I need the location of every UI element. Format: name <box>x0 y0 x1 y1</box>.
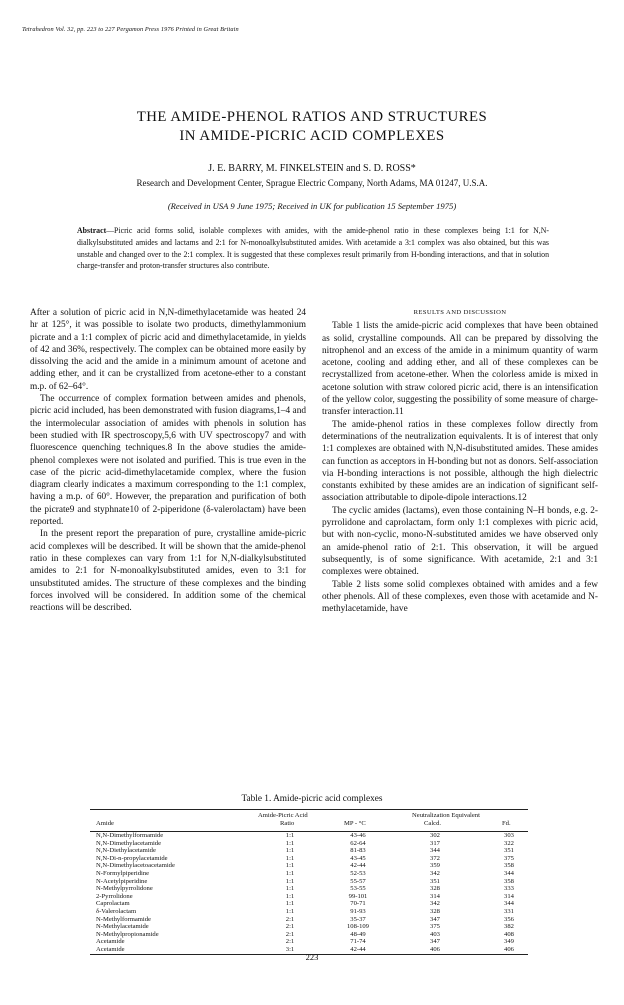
cell-calcd: 317 <box>430 839 440 847</box>
table-row <box>90 931 528 939</box>
cell-amide: N-Formylpiperidine <box>96 869 150 877</box>
header-amide: Amide <box>96 820 114 827</box>
cell-mp: 52-53 <box>350 869 366 877</box>
cell-ratio: 1:1 <box>285 892 295 900</box>
cell-ratio: 3:1 <box>285 945 295 953</box>
cell-ratio: 1:1 <box>285 862 295 870</box>
title-line-2: IN AMIDE-PICRIC ACID COMPLEXES <box>179 128 445 144</box>
cell-calcd: 372 <box>430 854 440 862</box>
cell-mp: 91-93 <box>350 907 366 915</box>
table-body <box>90 832 528 954</box>
cell-mp: 43-45 <box>350 854 366 862</box>
cell-mp: 81-83 <box>350 847 366 855</box>
cell-fd: 406 <box>504 945 514 953</box>
cell-calcd: 406 <box>430 945 440 953</box>
cell-mp: 71-74 <box>350 938 366 946</box>
paragraph: The occurrence of complex formation between amides and phenols, picric acid included, has been demonstrated with fusion diagrams,1–4 and the intermolecular association of amides with phenols in solution has been studied with IR spectroscopy,5,6 with UV spectroscopy7 and with fluorescence quenching techniques.8 In the above studies the amide-phenol complexes were not isolated and purified. This is true even in the case of the picric acid-dimethylacetamide complex, where the fusion diagram clearly indicates a maximum corresponding to the 1:1 complex, having a m.p. of 60°. However, the preparation and purification of both the picrate9 and styphnate10 of 2-piperidone (δ-valerolactam) have been reported. <box>30 394 306 528</box>
cell-ratio: 1:1 <box>285 869 295 877</box>
abstract-label: Abstract <box>77 226 107 235</box>
cell-amide: Caprolactam <box>96 900 130 908</box>
cell-ratio: 2:1 <box>285 915 295 923</box>
header-calcd: Calcd. <box>424 820 442 827</box>
cell-calcd: 314 <box>430 892 440 900</box>
abstract-text: —Picric acid forms solid, isolable complexes with amides, with the amide-phenol ratio in these complexes being 1:1 for N,N-dialkylsubstituted amides and lactams and 2:1 for N-monoalkylsubstituted amides. With acetamide a 3:1 complex was also obtained, but this was unstable and changed over to the 2:1 complex. It is suggested that these complexes result primarily from H-bonding interactions, and that in solution charge-transfer and proton-transfer structures also contribute. <box>77 226 549 271</box>
cell-amide: N-Methylpropionamide <box>96 930 159 938</box>
cell-amide: N,N-Di-n-propylacetamide <box>96 854 168 862</box>
title-line-1: THE AMIDE-PHENOL RATIOS AND STRUCTURES <box>136 109 488 125</box>
cell-amide: N-Methylformamide <box>96 915 151 923</box>
table-row <box>90 916 528 924</box>
table-header <box>90 810 528 831</box>
cell-mp: 55-57 <box>350 877 366 885</box>
paragraph: In the present report the preparation of pure, crystalline amide-picric acid complexes will be described. It will be shown that the amide-phenol ratio in these complexes can vary from 1:1 for N,N-dialkylsubstituted amides to 2:1 for N-monoalkylsubstituted amides, even to 3:1 for unsubstituted amides. The structure of these complexes and the binding forces involved will be considered. In addition some of the chemical reactions will be described. <box>30 529 306 614</box>
cell-mp: 35-37 <box>350 915 366 923</box>
cell-mp: 53-55 <box>350 885 366 893</box>
table-row <box>90 870 528 878</box>
cell-ratio: 1:1 <box>285 832 295 839</box>
paragraph: The cyclic amides (lactams), even those containing N–H bonds, e.g. 2-pyrrolidone and caprolactam, form only 1:1 complexes with picric acid, but with non-cyclic, mono-N-substituted amides we have observed only an amide-phenol ratio of 2:1. This observation, it will be argued subsequently, is of some significance. With acetamide, 2:1 and 3:1 complexes were obtained. <box>322 505 598 578</box>
cell-fd: 322 <box>504 839 514 847</box>
cell-fd: 344 <box>504 869 514 877</box>
cell-calcd: 347 <box>430 938 440 946</box>
cell-fd: 382 <box>504 923 514 931</box>
paragraph: The amide-phenol ratios in these complexes follow directly from determinations of the neutralization equivalents. It is of interest that only 1:1 complexes are obtained with N,N-disubstituted amides. These amides can function as acceptors in H-bonding but not as donors. Self-association via H-bonding interactions is not possible, although the high dielectric constants exhibited by these amides are an indication of significant self-association attributable to dipole-dipole interactions.12 <box>322 419 599 504</box>
cell-ratio: 2:1 <box>285 923 295 931</box>
cell-amide: 2-Pyrrolidone <box>96 892 133 900</box>
cell-mp: 48-49 <box>350 930 366 938</box>
data-table <box>90 809 528 955</box>
affiliation: Research and Development Center, Sprague Electric Company, North Adams, MA 01247, U.S.A. <box>136 178 488 188</box>
cell-fd: 314 <box>504 892 514 900</box>
cell-ratio: 1:1 <box>285 885 295 893</box>
table-row <box>90 908 528 916</box>
page-number: 223 <box>305 952 319 962</box>
cell-fd: 303 <box>504 832 514 839</box>
cell-fd: 375 <box>504 854 514 862</box>
cell-fd: 356 <box>504 915 514 923</box>
cell-amide: N,N-Dimethylacetamide <box>96 839 161 847</box>
cell-mp: 70-71 <box>350 900 366 908</box>
header-neutralization: Neutralization Equivalent <box>412 812 480 819</box>
cell-mp: 62-64 <box>350 839 366 847</box>
cell-calcd: 342 <box>430 869 440 877</box>
received-dates: (Received in USA 9 June 1975; Received in UK for publication 15 September 1975) <box>167 201 457 211</box>
paragraph: Table 1 lists the amide-picric acid complexes that have been obtained as solid, crystalline compounds. All can be prepared by dissolving the nitrophenol and an excess of the amide in a minimum quantity of warm acetone, cooling and adding ether, and all of these complexes can be recrystallized from acetone-ether. When the colorless amide is mixed in acetone solution with straw colored picric acid, there is an intensification of the yellow color, suggesting the possibility of some measure of charge-transfer interaction.11 <box>322 321 598 418</box>
table-row <box>90 923 528 931</box>
table-row <box>90 938 528 946</box>
cell-amide: N-Acetylpiperidine <box>96 877 148 885</box>
cell-calcd: 302 <box>430 832 440 839</box>
cell-mp: 99-101 <box>348 892 368 900</box>
table-row <box>90 832 528 840</box>
cell-mp: 43-46 <box>350 832 366 839</box>
cell-fd: 358 <box>504 862 514 870</box>
cell-calcd: 328 <box>430 907 440 915</box>
cell-fd: 333 <box>504 885 514 893</box>
table-caption: Table 1. Amide-picric acid complexes <box>241 794 383 804</box>
cell-ratio: 1:1 <box>285 900 295 908</box>
cell-ratio: 1:1 <box>285 907 295 915</box>
cell-amide: Acetamide <box>96 938 125 946</box>
cell-calcd: 344 <box>430 847 440 855</box>
cell-fd: 408 <box>504 930 514 938</box>
cell-ratio: 1:1 <box>285 847 295 855</box>
authors: J. E. BARRY, M. FINKELSTEIN and S. D. ROSS* <box>208 163 416 174</box>
left-column <box>30 307 306 614</box>
cell-fd: 358 <box>504 877 514 885</box>
cell-calcd: 403 <box>430 930 440 938</box>
cell-amide: N,N-Diethylacetamide <box>96 847 156 855</box>
table-row <box>90 900 528 908</box>
cell-amide: N-Methylacetamide <box>96 923 149 931</box>
cell-fd: 331 <box>504 907 514 915</box>
cell-mp: 108-109 <box>347 923 369 931</box>
cell-amide: N,N-Dimethylformamide <box>96 832 164 839</box>
header-mp: MP - °C <box>344 820 366 827</box>
abstract <box>77 225 549 272</box>
cell-amide: Acetamide <box>96 945 125 953</box>
table-row <box>90 840 528 848</box>
table-row <box>90 847 528 855</box>
header-ratio: Ratio <box>280 820 295 827</box>
cell-amide: N-Methylpyrrolidone <box>96 885 153 893</box>
cell-calcd: 342 <box>430 900 440 908</box>
cell-calcd: 351 <box>430 877 440 885</box>
cell-ratio: 1:1 <box>285 839 295 847</box>
table-row <box>90 893 528 901</box>
header-ratio-top: Amide-Picric Acid <box>258 812 308 819</box>
cell-mp: 42-44 <box>350 862 366 870</box>
cell-calcd: 359 <box>430 862 440 870</box>
cell-calcd: 347 <box>430 915 440 923</box>
right-column <box>322 307 598 615</box>
cell-ratio: 2:1 <box>285 938 295 946</box>
cell-ratio: 1:1 <box>285 854 295 862</box>
cell-fd: 344 <box>504 900 514 908</box>
cell-fd: 351 <box>504 847 514 855</box>
section-heading: RESULTS AND DISCUSSION <box>413 309 507 316</box>
cell-amide: N,N-Dimethylacetoacetamide <box>96 862 175 870</box>
journal-header: Tetrahedron Vol. 32, pp. 223 to 227 Pergamon Press 1976 Printed in Great Britain <box>22 26 239 33</box>
cell-amide: δ-Valerolactam <box>96 907 137 915</box>
article-title <box>0 108 624 146</box>
paragraph: Table 2 lists some solid complexes obtained with amides and a few other phenols. All of these complexes, even those with acetamide and N-methylacetamide, have <box>322 579 598 615</box>
cell-ratio: 2:1 <box>285 930 295 938</box>
cell-fd: 349 <box>504 938 514 946</box>
cell-mp: 42-44 <box>350 945 366 953</box>
paragraph: After a solution of picric acid in N,N-dimethylacetamide was heated 24 hr at 125°, it was possible to isolate two products, dimethylammonium picrate and a 1:1 complex of picric acid and dimethylacetamide, in yields of 42 and 36%, respectively. The complex can be obtained more easily by dissolving the acid and the amide in a minimum amount of acetone and adding ether, and it can be crystallized from acetone-ether to a constant m.p. of 62–64°. <box>30 308 306 392</box>
table-row <box>90 878 528 886</box>
table-row <box>90 885 528 893</box>
cell-calcd: 328 <box>430 885 440 893</box>
table-row <box>90 862 528 870</box>
table-row <box>90 855 528 863</box>
header-fd: Fd. <box>502 820 511 827</box>
cell-calcd: 375 <box>430 923 440 931</box>
cell-ratio: 1:1 <box>285 877 295 885</box>
